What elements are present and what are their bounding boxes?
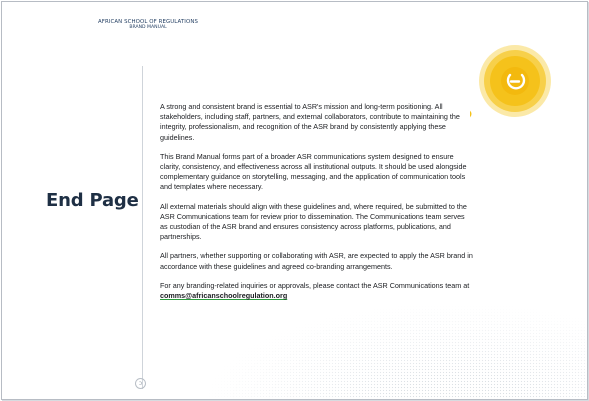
document-header (98, 19, 198, 31)
paragraph-external-materials: All external materials should align with these guidelines and, where required, be submitted to the ASR Communications team for review prior to dissemination. The Communications team serves as custodian of the ASR brand and ensures consistency across platforms, publications, and partnerships. (160, 201, 467, 242)
page-footer-logo-icon: ↄ (135, 378, 146, 389)
vertical-divider (142, 66, 143, 389)
paragraph-partners: All partners, whether supporting or collaborating with ASR, are expected to apply the ASR brand in accordance with these guidelines and agreed co-branding arrangements. (160, 251, 473, 271)
contact-text: For any branding-related inquiries or approvals, please contact the ASR Communications team at (160, 280, 470, 290)
paragraph-contact (160, 281, 474, 301)
decorative-dot-pattern (202, 302, 588, 400)
contact-email-link[interactable]: comms@africanschoolregulation.org (160, 291, 288, 301)
header-doc-name: BRAND MANUAL (129, 25, 167, 30)
page-frame (1, 1, 588, 400)
paragraph-communications-system: This Brand Manual forms part of a broader ASR communications system designed to ensure clarity, consistency, and effectiveness across all institutional outputs. It should be used alongside complementary guidance on storytelling, messaging, and the application of communication tools and templates where necessary. (160, 151, 467, 192)
paragraph-brand-importance: A strong and consistent brand is essential to ASR's mission and long-term positioning. All stakeholders, including staff, partners, and external collaborators, contribute to maintaining the integrity, professionalism, and recognition of the ASR brand by consistently applying these guidelines. (160, 102, 460, 142)
page-title: End Page (46, 190, 139, 211)
body-content (160, 102, 474, 310)
concentric-circles-logo-icon (470, 45, 560, 135)
header-org-name: AFRICAN SCHOOL OF REGULATIONS (98, 19, 198, 25)
